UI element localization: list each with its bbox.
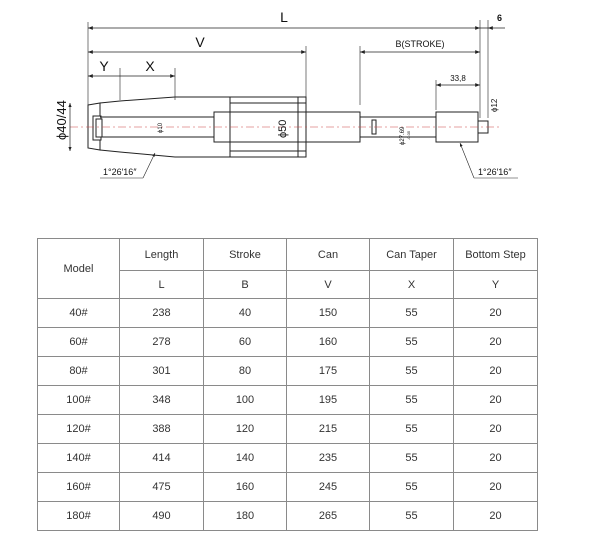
symbol-l: L bbox=[120, 271, 204, 299]
cell-length: 490 bbox=[120, 502, 204, 531]
table-row bbox=[38, 386, 538, 415]
dimension-v-label: V bbox=[195, 34, 205, 50]
dimension-y-x bbox=[88, 58, 175, 100]
cell-length: 414 bbox=[120, 444, 204, 473]
cell-can-taper: 55 bbox=[370, 444, 454, 473]
cell-stroke: 40 bbox=[204, 299, 287, 328]
header-stroke: Stroke bbox=[204, 239, 287, 271]
diameter-12-label: ϕ12 bbox=[490, 98, 499, 112]
cell-length: 238 bbox=[120, 299, 204, 328]
cell-stroke: 160 bbox=[204, 473, 287, 502]
cell-model: 180# bbox=[38, 502, 120, 531]
cell-length: 388 bbox=[120, 415, 204, 444]
dimension-l bbox=[88, 9, 480, 28]
cell-can-taper: 55 bbox=[370, 473, 454, 502]
cell-length: 301 bbox=[120, 357, 204, 386]
diameter-40-44-label: ϕ40/44 bbox=[54, 100, 69, 140]
table-row bbox=[38, 502, 538, 531]
angle-callout-right bbox=[460, 143, 518, 178]
cell-model: 60# bbox=[38, 328, 120, 357]
cell-model: 80# bbox=[38, 357, 120, 386]
cell-bottom-step: 20 bbox=[454, 357, 538, 386]
dimension-stroke bbox=[360, 39, 480, 52]
table-row bbox=[38, 473, 538, 502]
header-model: Model bbox=[38, 239, 120, 299]
dimension-l-label: L bbox=[280, 9, 288, 25]
dimension-33-8 bbox=[436, 74, 480, 85]
cell-can-taper: 55 bbox=[370, 328, 454, 357]
dimension-33-8-label: 33,8 bbox=[450, 74, 466, 83]
diameter-10-label: ϕ10 bbox=[158, 122, 164, 133]
cell-bottom-step: 20 bbox=[454, 502, 538, 531]
cell-bottom-step: 20 bbox=[454, 386, 538, 415]
cell-can: 215 bbox=[287, 415, 370, 444]
cell-stroke: 60 bbox=[204, 328, 287, 357]
symbol-b: B bbox=[204, 271, 287, 299]
cell-length: 475 bbox=[120, 473, 204, 502]
cell-stroke: 120 bbox=[204, 415, 287, 444]
cell-stroke: 140 bbox=[204, 444, 287, 473]
symbol-v: V bbox=[287, 271, 370, 299]
cell-can-taper: 55 bbox=[370, 386, 454, 415]
cell-can: 235 bbox=[287, 444, 370, 473]
cell-can: 160 bbox=[287, 328, 370, 357]
cell-can-taper: 55 bbox=[370, 502, 454, 531]
cell-can-taper: 55 bbox=[370, 415, 454, 444]
table-row bbox=[38, 328, 538, 357]
angle-right-label: 1°26′16″ bbox=[478, 167, 512, 177]
dimension-6 bbox=[480, 13, 505, 28]
cell-length: 278 bbox=[120, 328, 204, 357]
gas-spring-drawing bbox=[0, 0, 604, 200]
angle-left-label: 1°26′16″ bbox=[103, 167, 137, 177]
cell-can: 195 bbox=[287, 386, 370, 415]
table-row bbox=[38, 415, 538, 444]
cell-model: 100# bbox=[38, 386, 120, 415]
header-can: Can bbox=[287, 239, 370, 271]
cell-can: 175 bbox=[287, 357, 370, 386]
cell-stroke: 180 bbox=[204, 502, 287, 531]
cell-model: 160# bbox=[38, 473, 120, 502]
header-can-taper: Can Taper bbox=[370, 239, 454, 271]
cell-bottom-step: 20 bbox=[454, 473, 538, 502]
cell-can: 245 bbox=[287, 473, 370, 502]
cell-stroke: 100 bbox=[204, 386, 287, 415]
cell-bottom-step: 20 bbox=[454, 328, 538, 357]
cell-model: 120# bbox=[38, 415, 120, 444]
cell-bottom-step: 20 bbox=[454, 444, 538, 473]
cell-can: 265 bbox=[287, 502, 370, 531]
table-row bbox=[38, 444, 538, 473]
cell-can: 150 bbox=[287, 299, 370, 328]
dimension-stroke-label: B(STROKE) bbox=[395, 39, 445, 49]
header-bottom-step: Bottom Step bbox=[454, 239, 538, 271]
cell-can-taper: 55 bbox=[370, 299, 454, 328]
dimension-v bbox=[88, 34, 306, 52]
cell-bottom-step: 20 bbox=[454, 299, 538, 328]
table-row bbox=[38, 357, 538, 386]
dimension-x-label: X bbox=[145, 58, 155, 74]
spec-table bbox=[37, 238, 538, 531]
symbol-y: Y bbox=[454, 271, 538, 299]
dimension-y-label: Y bbox=[99, 58, 109, 74]
diameter-27-tolerance: -0.05 bbox=[406, 130, 411, 140]
dimension-6-label: 6 bbox=[497, 13, 503, 23]
cell-length: 348 bbox=[120, 386, 204, 415]
table-row bbox=[38, 299, 538, 328]
header-length: Length bbox=[120, 239, 204, 271]
cell-stroke: 80 bbox=[204, 357, 287, 386]
cell-can-taper: 55 bbox=[370, 357, 454, 386]
diameter-27-label: ϕ27.69 bbox=[400, 126, 406, 145]
cell-model: 40# bbox=[38, 299, 120, 328]
symbol-x: X bbox=[370, 271, 454, 299]
diameter-50-label: ϕ50 bbox=[277, 119, 289, 138]
angle-callout-left bbox=[100, 153, 155, 178]
cell-bottom-step: 20 bbox=[454, 415, 538, 444]
cell-model: 140# bbox=[38, 444, 120, 473]
